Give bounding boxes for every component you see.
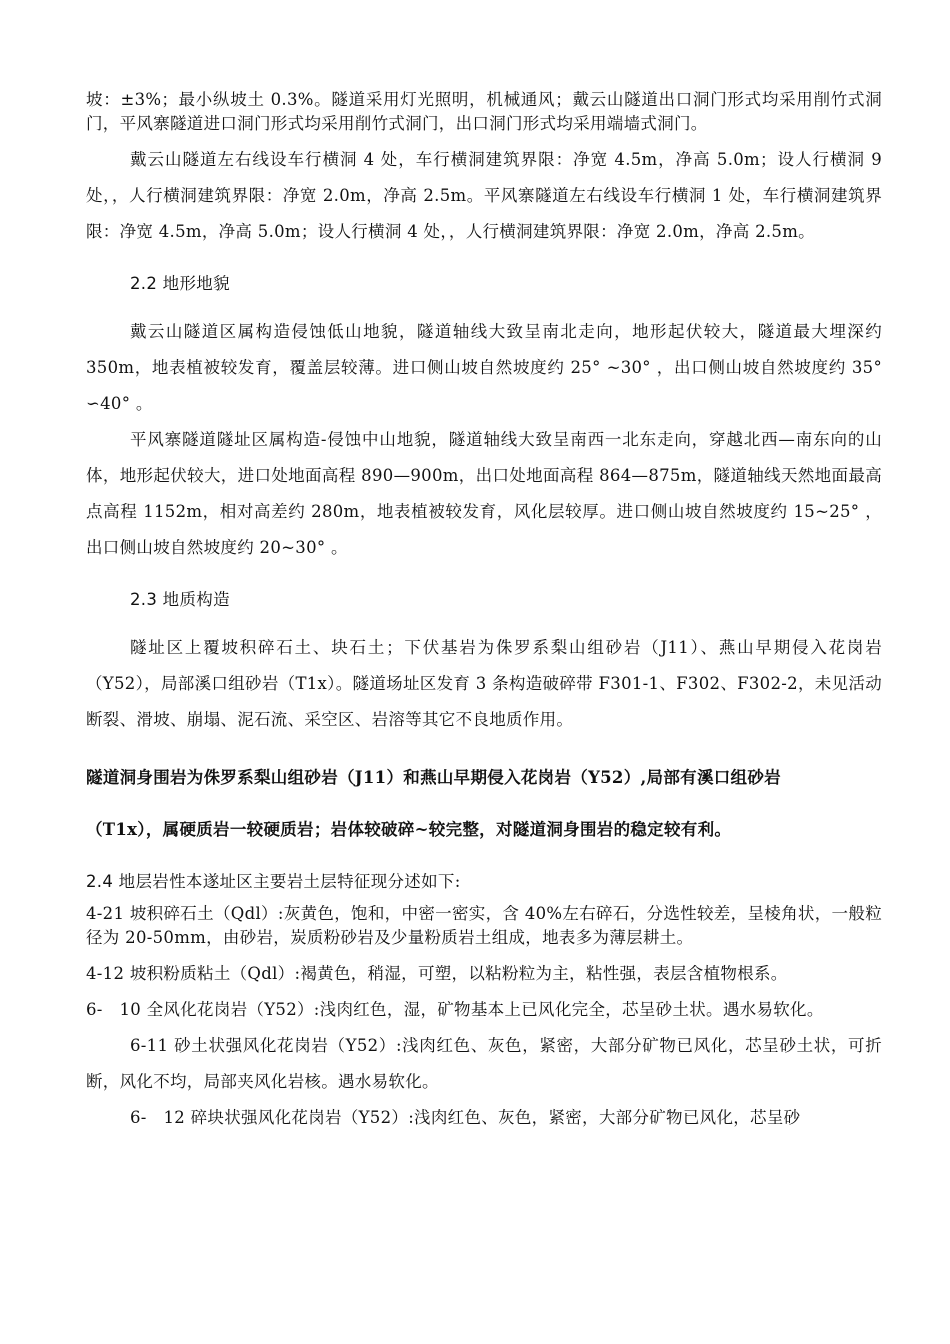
section-heading-2-4: 2.4 地层岩性 [86,872,186,891]
section-2-4-lead-text: 本遂址区主要岩土层特征现分述如下: [185,872,461,891]
section-heading-2-2: 2.2 地形地貌 [130,274,230,293]
stratum-item-6-11: 6-11 砂土状强风化花岗岩（Y52）:浅肉红色、灰色，紧密，大部分矿物已风化，芯呈砂土状，可折断，风化不均，局部夹风化岩核。遇水易软化。 [86,1036,882,1091]
stratum-item-4-12: 4-12 坡积粉质粘土（Qdl）:褐黄色，稍湿，可塑，以粘粉粒为主，粘性强，表层含植物根系。 [86,964,788,983]
paragraph-pingfengzhai-terrain: 平风寨隧道隧址区属构造-侵蚀中山地貌，隧道轴线大致呈南西一北东走向，穿越北西—南东向的山体，地形起伏较大，进口处地面高程 890—900m，出口处地面高程 864—875m，隧道轴线天然地面最高点高程 1152m，相对高差约 280m，地表植被较发育，风化层较厚。进口侧山坡自然坡度约 15~25° ，出口侧山坡自然坡度约 20~30° 。 [86,430,882,557]
stratum-item-6-10: 6- 10 全风化花岗岩（Y52）:浅肉红色，湿，矿物基本上已风化完全，芯呈砂土状。遇水易软化。 [86,1000,824,1019]
document-page [86,88,882,1136]
paragraph-daiyunshan-terrain: 戴云山隧道区属构造侵蚀低山地貌，隧道轴线大致呈南北走向，地形起伏较大，隧道最大埋深约 350m，地表植被较发育，覆盖层较薄。进口侧山坡自然坡度约 25° ~30° ，出口侧山坡自然坡度约 35° ∽40° 。 [86,322,882,413]
section-heading-2-3: 2.3 地质构造 [130,590,230,609]
paragraph-tunnel-slope: 坡：±3%；最小纵坡土 0.3%。隧道采用灯光照明，机械通风；戴云山隧道出口洞门形式均采用削竹式洞门，平风寨隧道进口洞门形式均采用削竹式洞门，出口洞门形式均采用端墙式洞门。 [86,90,882,133]
bold-line-surrounding-rock-2: （T1x），属硬质岩一较硬质岩；岩体较破碎~较完整，对隧道洞身围岩的稳定较有利。 [86,820,732,839]
section-2-4-intro [86,870,882,894]
bold-line-surrounding-rock-1: 隧道洞身围岩为侏罗系梨山组砂岩（J11）和燕山早期侵入花岗岩（Y52）,局部有溪口组砂岩 [86,768,781,787]
stratum-item-6-12: 6- 12 碎块状强风化花岗岩（Y52）:浅肉红色、灰色，紧密，大部分矿物已风化，芯呈砂 [130,1108,801,1127]
paragraph-cross-passages: 戴云山隧道左右线设车行横洞 4 处，车行横洞建筑界限：净宽 4.5m，净高 5.0m；设人行横洞 9 处，，人行横洞建筑界限：净宽 2.0m，净高 2.5m。平风寨隧道左右线设车行横洞 1 处，车行横洞建筑界限：净宽 4.5m，净高 5.0m；设人行横洞 4 处，，人行横洞建筑界限：净宽 2.0m，净高 2.5m。 [86,150,882,241]
paragraph-geologic-structure: 隧址区上覆坡积碎石土、块石土；下伏基岩为侏罗系梨山组砂岩（J11）、燕山早期侵入花岗岩（Y52），局部溪口组砂岩（T1x）。隧道场址区发育 3 条构造破碎带 F301-1、F302、F302-2，未见活动断裂、滑坡、崩塌、泥石流、采空区、岩溶等其它不良地质作用。 [86,638,882,729]
stratum-item-4-21: 4-21 坡积碎石土（Qdl）:灰黄色，饱和，中密一密实，含 40%左右碎石，分选性较差，呈棱角状，一般粒径为 20-50mm，由砂岩，炭质粉砂岩及少量粉质岩土组成，地表多为薄层耕土。 [86,904,882,947]
